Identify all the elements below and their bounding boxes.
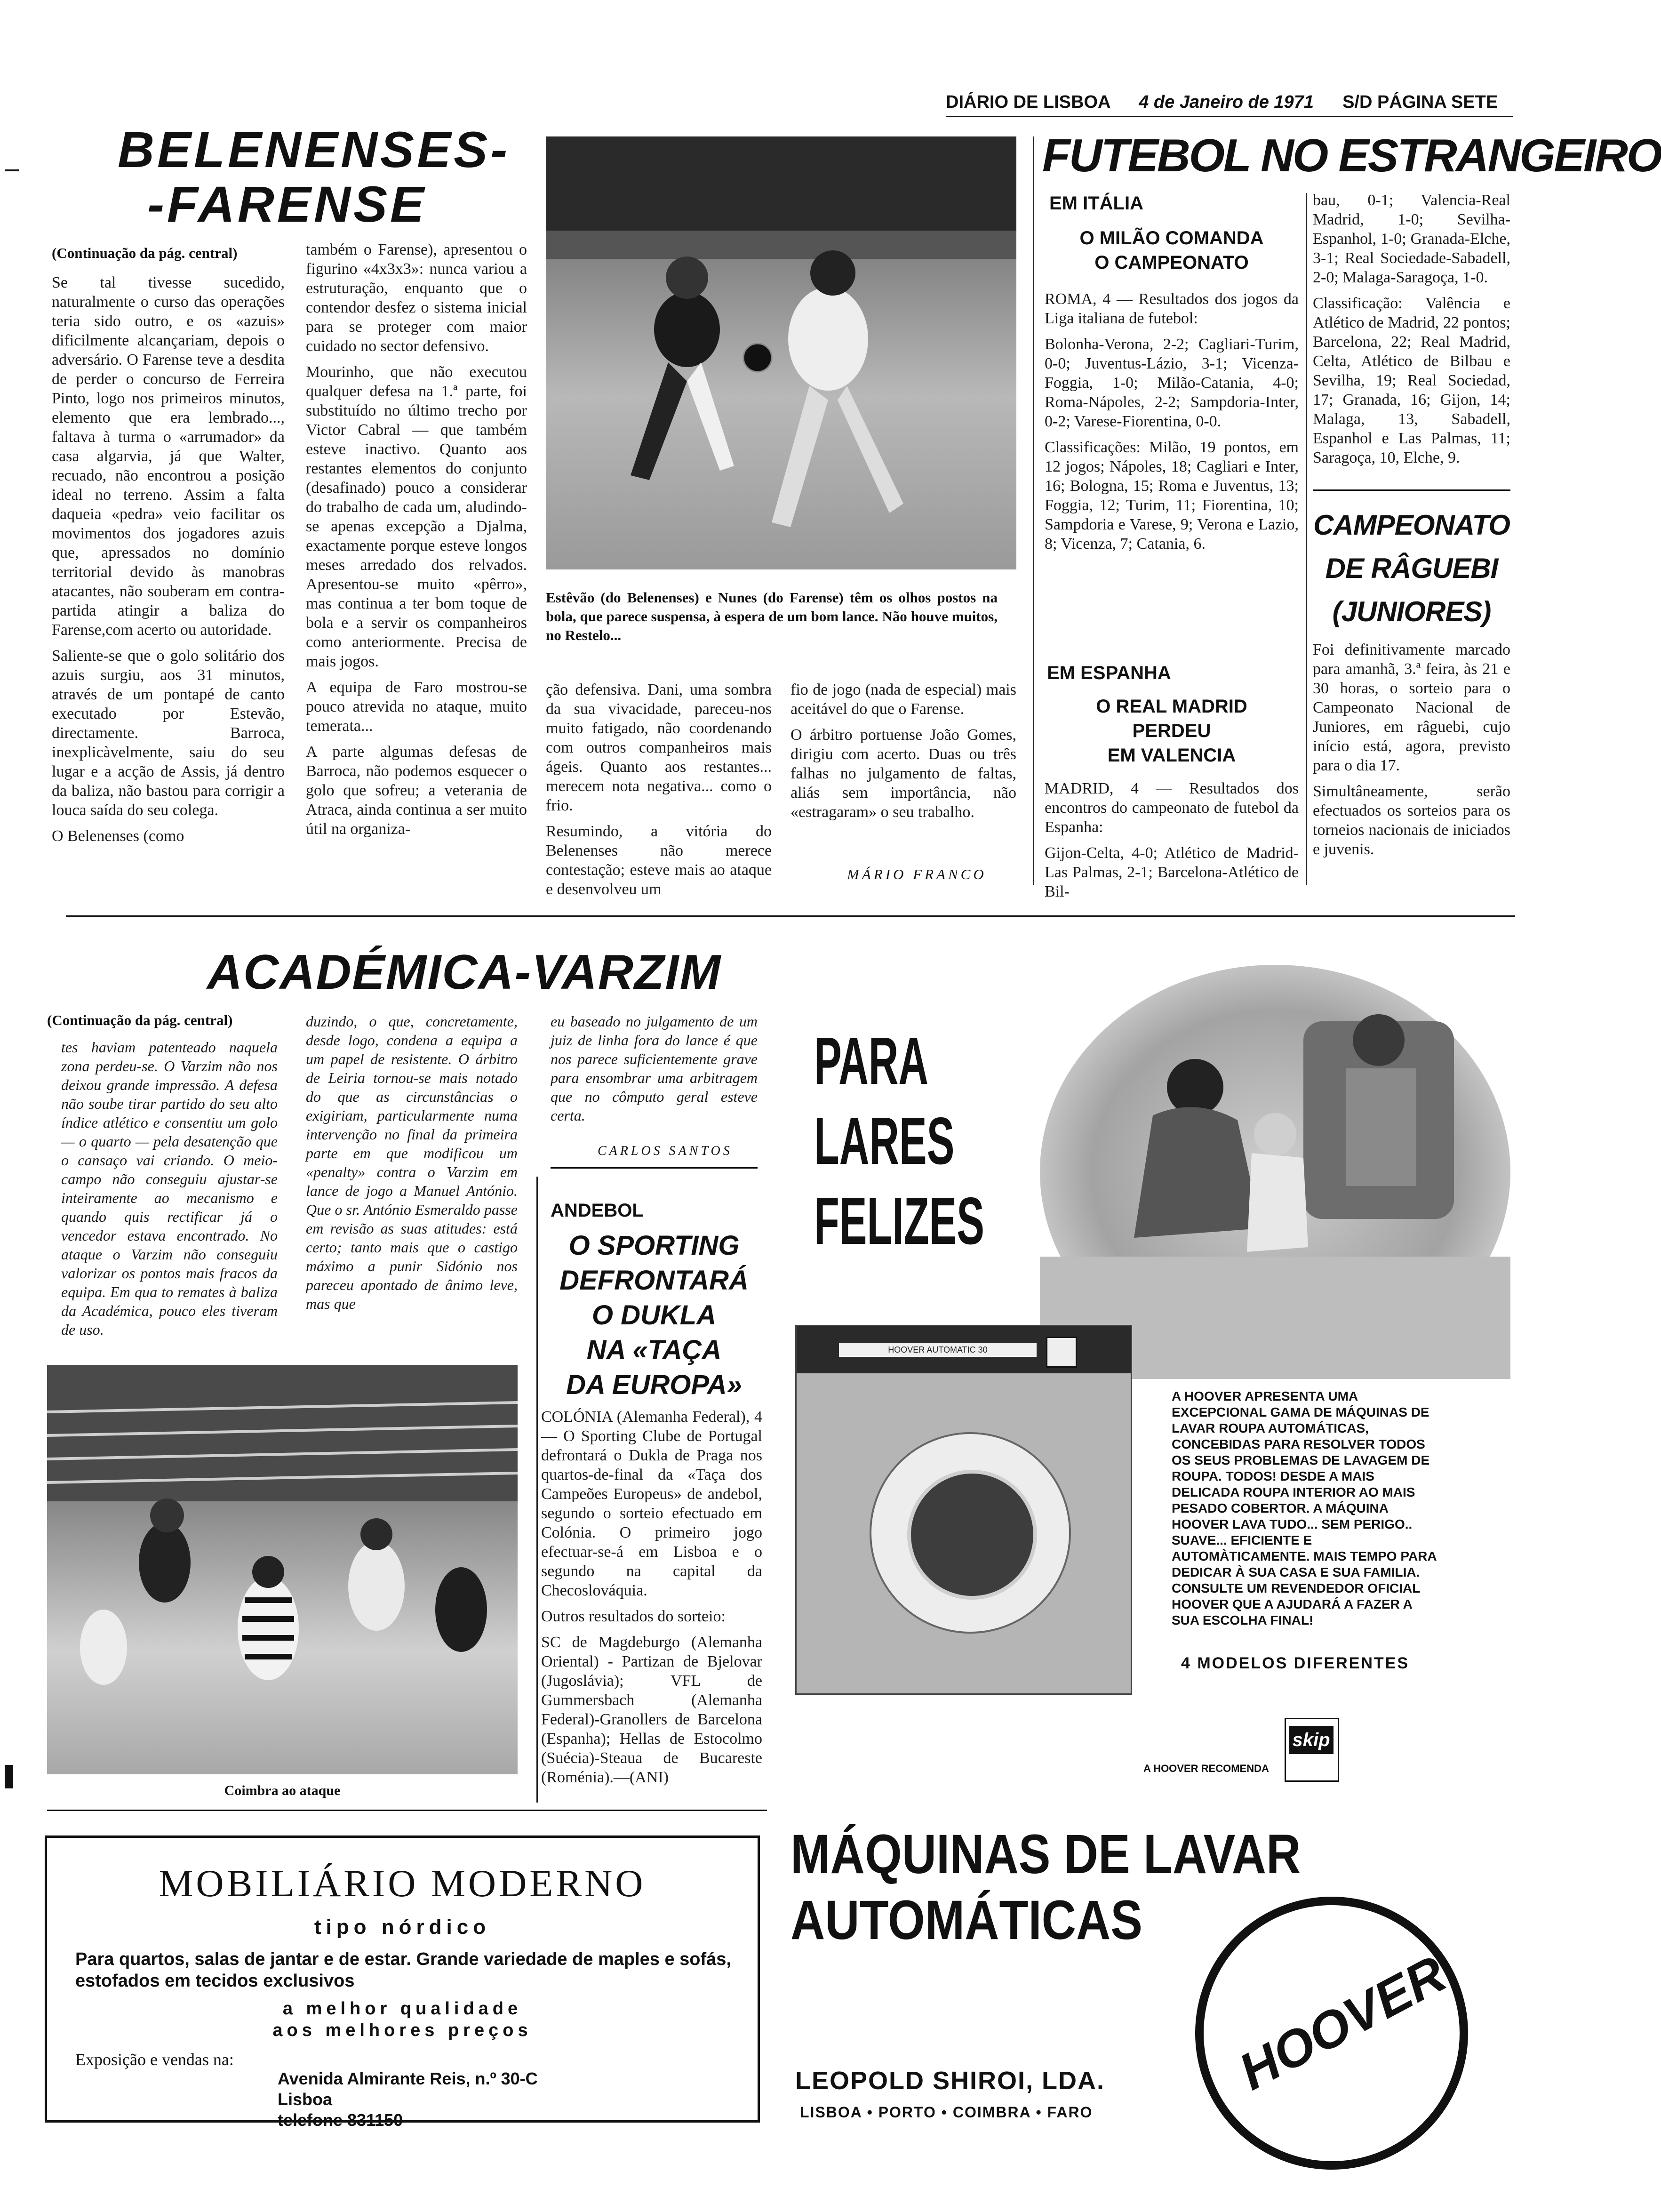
belenenses-photo bbox=[546, 136, 1016, 569]
belenenses-col3 bbox=[546, 680, 772, 898]
machine-dial bbox=[1046, 1337, 1077, 1368]
raguebi-title bbox=[1313, 504, 1510, 633]
espanha-body bbox=[1045, 779, 1299, 900]
futebol-col-right bbox=[1313, 191, 1510, 478]
italia-head-1: O MILÃO COMANDA bbox=[1079, 228, 1264, 248]
belenenses-byline: MÁRIO FRANCO bbox=[847, 866, 987, 882]
espanha-body-p2: Gijon-Celta, 4-0; Atlético de Madrid-Las Palmas, 2-1; Barcelona-Atlético de Bil- bbox=[1045, 844, 1299, 900]
belenenses-col3-p2: Resumindo, a vitória do Belenenses não merece contestação; esteve mais ao ataque e desenvolveu um bbox=[546, 823, 772, 898]
raguebi-body-p1: Foi definitivamente marcado para amanhã, 3.ª feira, às 21 e 30 horas, o sorteio para o Campeonato Nacional de Juniores, em râguebi, cujo início está, agora, previsto para o dia 17. bbox=[1313, 641, 1510, 774]
mobiliario-quality-2: aos melhores preços bbox=[272, 2020, 532, 2040]
andebol-head-2: DEFRONTARÁ bbox=[559, 1265, 749, 1296]
academica-byline-rule bbox=[551, 1167, 758, 1169]
belenenses-title-line1: BELENENSES- bbox=[118, 121, 511, 178]
espanha-headline bbox=[1045, 694, 1299, 768]
masthead-paper: DIÁRIO DE LISBOA bbox=[946, 92, 1110, 112]
hoover-recommends: A HOOVER RECOMENDA bbox=[1143, 1763, 1269, 1774]
family-photo bbox=[1040, 965, 1510, 1379]
academica-photo bbox=[47, 1365, 518, 1774]
match-action-illustration bbox=[47, 1365, 518, 1774]
italia-head-2: O CAMPEONATO bbox=[1094, 252, 1249, 273]
hoover-headline bbox=[814, 1021, 984, 1261]
espanha-head-1: O REAL MADRID bbox=[1096, 696, 1247, 717]
belenenses-col1 bbox=[52, 273, 285, 880]
andebol-body-p2: Outros resultados do sorteio: bbox=[541, 1608, 726, 1625]
academica-col1: tes haviam patenteado naquela zona perdeu-se. O Varzim não nos deixou grande impressão. A defesa não soube tirar partido do seu alto índice atlético e consentiu um golo — o quarto — pela desatenção que o cansaço vai criando. O meio-campo não conseguiu ajustar-se inteiramente ao mecanismo e quando quis rectificar já o vencedor estava encontrado. No ataque o Varzim não conseguiu valorizar os pontos mais fracos da equipa. Em qua to remates à baliza da Académica, pouco eles tiveram de uso. bbox=[61, 1039, 278, 1338]
belenenses-col1-p2: Saliente-se que o golo solitário dos azuis surgiu, aos 31 minutos, através de um pontapé de canto executado por Estevão, directamente. Barroca, inexplicàvelmente, saiu do seu lugar e a acção de Assis, já dentro da baliza, não bastou para corrigir a louca saída do seu colega. bbox=[52, 647, 285, 819]
hoover-logo-text: HOOVER bbox=[1230, 1944, 1455, 2101]
skip-pack bbox=[1285, 1718, 1339, 1782]
machine-label: HOOVER AUTOMATIC 30 bbox=[839, 1343, 1037, 1357]
mobiliario-quality bbox=[47, 1998, 758, 2041]
mobiliario-quality-1: a melhor qualidade bbox=[282, 1999, 522, 2019]
maquinas-line-2: AUTOMÁTICAS bbox=[791, 1889, 1142, 1951]
hoover-head-3: FELIZES bbox=[814, 1184, 984, 1258]
mobiliario-subtitle: tipo nórdico bbox=[314, 1915, 491, 1939]
raguebi-title-2: DE RÂGUEBI bbox=[1325, 553, 1498, 584]
andebol-head-3: O DUKLA bbox=[591, 1300, 717, 1330]
raguebi-body bbox=[1313, 640, 1510, 885]
belenenses-col2 bbox=[306, 240, 527, 880]
hoover-models: 4 MODELOS DIFERENTES bbox=[1181, 1654, 1410, 1672]
belenenses-photo-caption: Estêvão (do Belenenses) e Nunes (do Farense) têm os olhos postos na bola, que parece suspensa, à espera de um bom lance. Não houve muitos, no Restelo... bbox=[546, 589, 998, 643]
machine-porthole-inner bbox=[907, 1470, 1037, 1600]
belenenses-col4-p1: fio de jogo (nada de especial) mais aceitável do que o Farense. bbox=[791, 681, 1016, 718]
mobiliario-title: MOBILIÁRIO MODERNO bbox=[159, 1862, 646, 1905]
section-divider-1 bbox=[66, 915, 1515, 917]
leopold-company: LEOPOLD SHIROI, LDA. bbox=[795, 2067, 1105, 2095]
masthead-rule bbox=[946, 116, 1513, 117]
family-illustration bbox=[1040, 965, 1510, 1379]
belenenses-col2-p2: Mourinho, que não executou qualquer defesa na 1.ª parte, foi substituído no último trecho por Victor Cabral — que também esteve inactivo. Quanto aos restantes elementos do conjunto (desafinado) pouco a considerar do trabalho de cada um, aludindo-se apenas excepção a Djalma, exactamente porque esteve longos meses arredado dos relvados. Apresentou-se muito «pêrro», mas continua a ter bom toque de bola e a servir os companheiros como anteriormente. Precisa de mais jogos. bbox=[306, 363, 527, 670]
leopold-cities: LISBOA • PORTO • COIMBRA • FARO bbox=[800, 2104, 1093, 2121]
andebol-head-5: DA EUROPA» bbox=[566, 1370, 742, 1400]
italia-body bbox=[1045, 289, 1299, 638]
mobiliario-address bbox=[278, 2068, 654, 2131]
andebol-body bbox=[541, 1407, 762, 1817]
masthead-page: S/D PÁGINA SETE bbox=[1342, 92, 1498, 112]
italia-body-p1: ROMA, 4 — Resultados dos jogos da Liga italiana de futebol: bbox=[1045, 290, 1299, 327]
hoover-head-1: PARA bbox=[814, 1024, 928, 1098]
masthead bbox=[946, 92, 1515, 112]
belenenses-col4 bbox=[791, 680, 1016, 859]
italia-kicker: EM ITÁLIA bbox=[1049, 193, 1143, 214]
italia-body-p2: Bolonha-Verona, 2-2; Cagliari-Turim, 0-0; Juventus-Lázio, 3-1; Vicenza-Foggia, 1-0; Milão-Catania, 4-0; Roma-Nápoles, 2-2; Sampdoria-Inter, 0-2; Varese-Fiorentina, 0-0. bbox=[1045, 336, 1299, 430]
academica-col2: duzindo, o que, concretamente, desde logo, condena a equipa a um papel de resistente. O árbitro de Leiria tornou-se mais notado do que as circunstâncias o exigiriam, particularmente numa intervenção no final da primeira parte em que modificou um «penalty» contra o Varzim em lance de jogo a Manuel António. Que o sr. António Esmeraldo passe em revisão as suas atitudes: está certo; tanto mais que o castigo máximo a punir Sidónio nos pareceu apontado de ânimo leve, mas que bbox=[306, 1013, 518, 1312]
academica-col3: eu baseado no julgamento de um juiz de linha fora do lance é que nos parece suficientemente grave para ensombrar uma arbitragem que no cômputo geral esteve certa. bbox=[551, 1013, 758, 1124]
maquinas-line-1: MÁQUINAS DE LAVAR bbox=[791, 1823, 1301, 1885]
belenenses-col1-p1: Se tal tivesse sucedido, naturalmente o curso das operações teria sido outro, e os «azuis» dificilmente alcançariam, depois o adversário. O Farense teve a desdita de perder o concurso de Ferreira Pinto, logo nos primeiros minutos, elemento que era lembrado..., faltava à turma o «arrumador» da casa algarvia, já que Walter, recuado, não encontrou a posição ideal no terreno. Assim a falta daqueia «pedra» veio facilitar os movimentos dos jogadores azuis que, apressados no domínio territorial devido às manobras atacantes, não souberam em contra-partida atingir a baliza do Farense,com acerto ou autoridade. bbox=[52, 274, 285, 639]
washing-machine bbox=[795, 1325, 1132, 1695]
mobiliario-line1: Para quartos, salas de jantar e de estar. Grande variedade de maples e sofás, estofados em tecidos exclusivos bbox=[75, 1949, 731, 1991]
scan-mark-1 bbox=[5, 169, 19, 171]
mobiliario-box bbox=[45, 1835, 760, 2130]
mobiliario-addr-2: Lisboa bbox=[278, 2090, 333, 2109]
column-rule-3 bbox=[536, 1177, 538, 1803]
espanha-head-2: PERDEU bbox=[1132, 721, 1211, 741]
mobiliario-addr-3: telefone 831150 bbox=[278, 2110, 403, 2130]
futebol-col-right-p1: bau, 0-1; Valencia-Real Madrid, 1-0; Sevilha-Espanhol, 1-0; Granada-Elche, 3-1; Real Sociedade-Sabadell, 2-0; Malaga-Saragoça, 1-0. bbox=[1313, 192, 1510, 286]
belenenses-col2-p4: A parte algumas defesas de Barroca, não podemos esquecer o golo que sofreu; a veterania de Atraca, ainda continua a ser muito útil na organiza- bbox=[306, 743, 527, 838]
italia-headline bbox=[1045, 226, 1299, 275]
andebol-headline bbox=[551, 1228, 758, 1403]
column-rule-1 bbox=[1033, 136, 1034, 885]
football-players-illustration bbox=[546, 136, 1016, 569]
belenenses-title bbox=[118, 121, 511, 232]
section-divider-2 bbox=[47, 1810, 767, 1811]
belenenses-col3-p1: ção defensiva. Dani, uma sombra da sua vivacidade, pareceu-nos muito fatigado, não coordenando com outros companheiros mais ágeis. Quanto aos restantes... merecem nota negativa... como o frio. bbox=[546, 681, 772, 814]
belenenses-col2-p1: também o Farense), apresentou o figurino «4x3x3»: nunca variou a estruturação, enquanto que o contendor desfez o sistema inicial para se proteger com maior cuidado no sector defensivo. bbox=[306, 241, 527, 355]
column-rule-2 bbox=[1306, 193, 1307, 885]
andebol-body-p3: SC de Magdeburgo (Alemanha Oriental) - Partizan de Bjelovar (Jugoslávia); VFL de Gummersbach (Alemanha Federal)-Granollers de Barcelona (Espanha); Hellas de Estocolmo (Suécia)-Steaua de Bucareste (Roménia).—(ANI) bbox=[541, 1634, 762, 1786]
futebol-col-right-p2: Classificação: Valência e Atlético de Madrid, 22 pontos; Barcelona, 22; Real Madrid, Celta, Atlético de Bilbau e Sevilha, 19; Real Sociedad, 17; Granada, 16; Gijon, 14; Malaga, 13, Sabadell, Espanhol e Las Palmas, 11; Saragoça, 10, Elche, 9. bbox=[1313, 295, 1510, 466]
raguebi-top-rule bbox=[1313, 489, 1510, 491]
futebol-title: FUTEBOL NO ESTRANGEIRO bbox=[1042, 129, 1661, 181]
skip-logo: skip bbox=[1289, 1726, 1334, 1754]
raguebi-title-1: CAMPEONATO bbox=[1313, 509, 1510, 541]
belenenses-title-line2: -FARENSE bbox=[147, 176, 427, 232]
italia-body-p3: Classificações: Milão, 19 pontos, em 12 jogos; Nápoles, 18; Cagliari e Inter, 16; Bologna, 15; Roma e Juventus, 13; Foggia, 12; Turim, 11; Fiorentina, 10; Sampdoria e Varese, 9; Verona e Lazio, 8; Vicenza, 7; Catania, 6. bbox=[1045, 439, 1299, 553]
belenenses-col2-p3: A equipa de Faro mostrou-se pouco atrevida no ataque, muito temerata... bbox=[306, 679, 527, 735]
raguebi-body-p2: Simultâneamente, serão efectuados os sorteios para os torneios nacionais de iniciados e juvenis. bbox=[1313, 783, 1510, 858]
belenenses-continuation: (Continuação da pág. central) bbox=[52, 245, 238, 261]
masthead-date: 4 de Janeiro de 1971 bbox=[1139, 92, 1314, 112]
academica-byline: CARLOS SANTOS bbox=[598, 1144, 733, 1158]
mobiliario-addr-1: Avenida Almirante Reis, n.º 30-C bbox=[278, 2069, 538, 2088]
scan-mark-2 bbox=[5, 1765, 13, 1788]
hoover-body-text: A HOOVER APRESENTA UMA EXCEPCIONAL GAMA DE MÁQUINAS DE LAVAR ROUPA AUTOMÁTICAS, CONCEBIDAS PARA RESOLVER TODOS OS SEUS PROBLEMAS DE LAVAGEM DE ROUPA. TODOS! DESDE A MAIS DELICADA ROUPA INTERIOR AO MAIS PESADO COBERTOR. A MÁQUINA HOOVER LAVA TUDO... SEM PERIGO.. SUAVE... EFICIENTE E AUTOMÀTICAMENTE. MAIS TEMPO PARA DEDICAR À SUA CASA E SUA FAMILIA. CONSULTE UM REVENDEDOR OFICIAL HOOVER QUE A AJUDARÁ A FAZER A SUA ESCOLHA FINAL! bbox=[1172, 1389, 1437, 1627]
academica-continuation: (Continuação da pág. central) bbox=[47, 1012, 233, 1028]
academica-title: ACADÉMICA-VARZIM bbox=[207, 945, 722, 1000]
andebol-head-1: O SPORTING bbox=[568, 1230, 740, 1261]
raguebi-title-3: (JUNIORES) bbox=[1332, 596, 1491, 627]
hoover-logo bbox=[1195, 1897, 1468, 2170]
espanha-body-p1: MADRID, 4 — Resultados dos encontros do campeonato de futebol da Espanha: bbox=[1045, 780, 1299, 836]
hoover-head-2: LARES bbox=[814, 1104, 955, 1178]
mobiliario-expo: Exposição e vendas na: bbox=[75, 2050, 234, 2069]
academica-photo-caption: Coimbra ao ataque bbox=[224, 1783, 341, 1798]
belenenses-col1-p3: O Belenenses (como bbox=[52, 827, 184, 845]
andebol-body-p1: COLÓNIA (Alemanha Federal), 4 — O Sporting Clube de Portugal defrontará o Dukla de Praga nos quartos-de-final da «Taça dos Campeões Europeus» de andebol, segundo o sorteio efectuado em Colónia. O primeiro jogo efectuar-se-á em Lisboa e o segundo na capital da Checoslováquia. bbox=[541, 1408, 762, 1599]
andebol-head-4: NA «TAÇA bbox=[586, 1335, 722, 1365]
andebol-kicker: ANDEBOL bbox=[551, 1200, 644, 1221]
belenenses-col4-p2: O árbitro portuense João Gomes, dirigiu com acerto. Duas ou três falhas no julgamento de faltas, aliás sem importância, não «estragaram» o seu trabalho. bbox=[791, 726, 1016, 821]
espanha-kicker: EM ESPANHA bbox=[1047, 663, 1171, 683]
espanha-head-3: EM VALENCIA bbox=[1107, 745, 1236, 766]
hoover-advert bbox=[772, 937, 1525, 1821]
